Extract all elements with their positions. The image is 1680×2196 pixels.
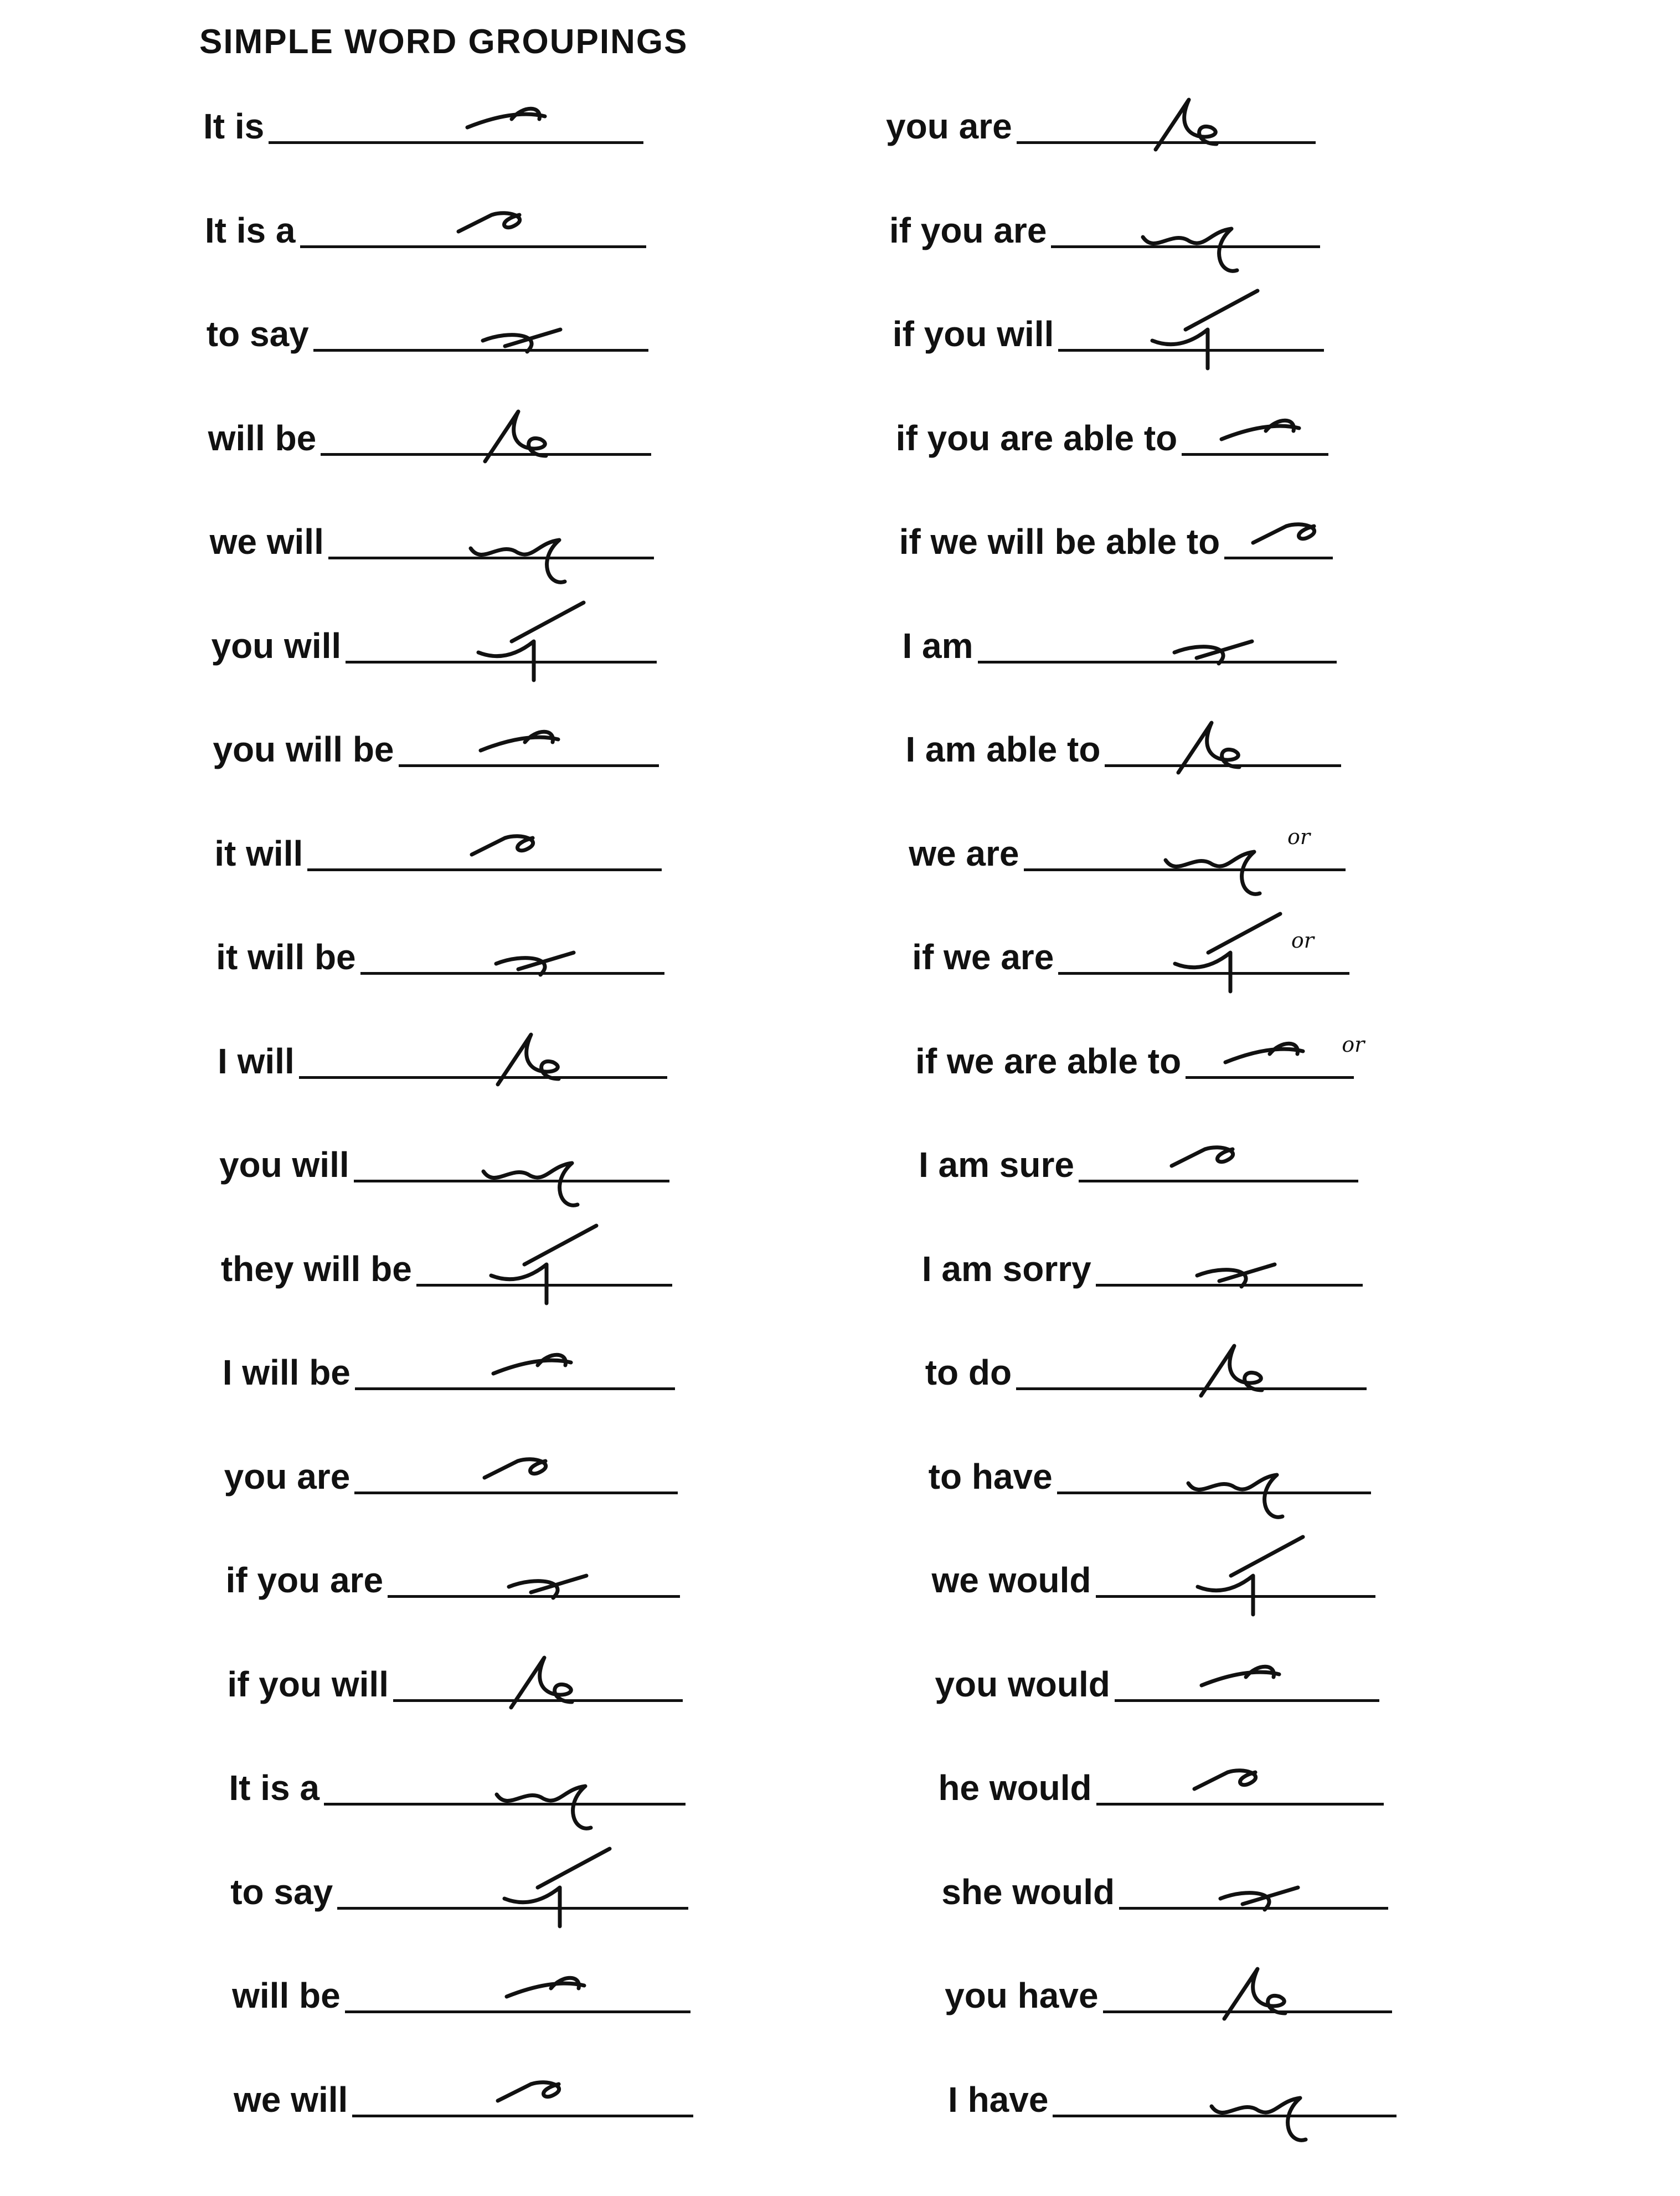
shorthand-glyph (1141, 586, 1341, 680)
worksheet-row (218, 1012, 667, 1079)
shorthand-glyph (1179, 1624, 1379, 1719)
phrase-label: will be (208, 418, 317, 458)
shorthand-glyph (485, 1936, 684, 2030)
shorthand-glyph (456, 586, 656, 680)
alternate-or-note: or (1342, 1032, 1365, 1057)
shorthand-glyph (452, 378, 651, 472)
phrase-label: you would (935, 1664, 1110, 1704)
phrase-label: if you are (225, 1560, 384, 1600)
phrase-label: we will (234, 2079, 348, 2120)
worksheet-row (207, 285, 649, 352)
phrase-label: to have (928, 1456, 1053, 1496)
shorthand-glyph (1149, 794, 1348, 888)
worksheet-row (938, 1739, 1384, 1806)
shorthand-glyph (1242, 482, 1441, 576)
shorthand-glyph (476, 1520, 675, 1614)
shorthand-glyph (487, 2040, 686, 2134)
shorthand-glyph (1168, 1313, 1367, 1407)
worksheet-row (211, 597, 656, 664)
phrase-label: to say (206, 314, 309, 354)
shorthand-glyph (1153, 897, 1352, 991)
phrase-label: you will (211, 625, 342, 666)
shorthand-glyph (450, 274, 649, 368)
worksheet-row (208, 389, 652, 456)
worksheet-row (213, 701, 659, 767)
shorthand-glyph (1145, 690, 1344, 784)
shorthand-glyph (1187, 1832, 1387, 1926)
phrase-label: I am (902, 625, 973, 666)
shorthand-glyph (458, 690, 658, 784)
shorthand-glyph (1191, 1936, 1390, 2030)
shorthand-glyph (471, 1313, 671, 1407)
phrase-label: you will be (213, 729, 394, 769)
worksheet-row (893, 285, 1325, 352)
phrase-label: I am sorry (921, 1248, 1091, 1289)
phrase-label: it will (214, 833, 303, 873)
page-title: SIMPLE WORD GROUPINGS (199, 23, 688, 61)
worksheet-row (234, 2051, 693, 2120)
alternate-or-note: or (1287, 824, 1310, 849)
shorthand-glyph (447, 171, 647, 265)
shorthand-glyph (482, 1832, 682, 1926)
phrase-label: he would (938, 1768, 1092, 1808)
worksheet-row (209, 493, 654, 562)
worksheet-row (886, 78, 1316, 144)
phrase-label: I am able to (905, 729, 1101, 769)
phrase-label: we would (931, 1560, 1091, 1600)
shorthand-glyph (480, 1728, 679, 1822)
shorthand-glyph (1199, 378, 1399, 472)
shorthand-glyph (473, 1417, 673, 1511)
alternate-or-note: or (1291, 928, 1314, 953)
worksheet-row (205, 182, 646, 248)
shorthand-glyph (1195, 2040, 1394, 2134)
phrase-label: to do (925, 1352, 1012, 1392)
phrase-label: if you will (227, 1664, 389, 1704)
shorthand-glyph (1130, 274, 1329, 368)
phrase-label: you are (886, 106, 1012, 146)
shorthand-glyph (467, 1105, 666, 1199)
worksheet-row (216, 908, 664, 975)
worksheet-row (932, 1531, 1375, 1598)
phrase-label: if we are able to (915, 1041, 1182, 1081)
shorthand-glyph (478, 1624, 677, 1719)
phrase-label: It is (203, 106, 265, 146)
phrase-label: you will (219, 1145, 349, 1185)
phrase-label: we are (909, 833, 1019, 873)
worksheet-row (229, 1739, 685, 1806)
phrase-label: she would (941, 1871, 1115, 1912)
shorthand-glyph (465, 1001, 664, 1096)
worksheet-row (223, 1324, 675, 1390)
phrase-label: will be (232, 1976, 341, 2015)
phrase-label: it will be (216, 937, 356, 977)
shorthand-glyph (1183, 1728, 1383, 1822)
shorthand-glyph (1176, 1520, 1375, 1614)
phrase-label: if you are able to (895, 418, 1178, 458)
worksheet-row (935, 1636, 1379, 1702)
phrase-label: if you are (889, 210, 1047, 250)
worksheet-row (226, 1531, 681, 1598)
worksheet-row (889, 182, 1320, 248)
worksheet-row (902, 597, 1337, 664)
worksheet-row (922, 1220, 1363, 1287)
shorthand-glyph (461, 794, 660, 888)
shorthand-glyph (1164, 1209, 1363, 1303)
shorthand-glyph (469, 1209, 668, 1303)
shorthand-glyph (1172, 1417, 1371, 1511)
phrase-label: if we will be able to (899, 522, 1220, 562)
worksheet-row (203, 78, 643, 144)
worksheet-row (230, 1843, 688, 1910)
phrase-label: if we are (912, 937, 1054, 977)
phrase-label: we will (209, 522, 324, 562)
shorthand-glyph (1122, 66, 1322, 161)
worksheet-row (227, 1636, 683, 1702)
phrase-label: I will (218, 1041, 295, 1081)
phrase-label: you have (945, 1976, 1099, 2015)
shorthand-glyph (445, 66, 645, 161)
phrase-label: they will be (220, 1248, 412, 1289)
worksheet-row (925, 1324, 1367, 1390)
worksheet-row (918, 1116, 1358, 1185)
worksheet-row (214, 805, 662, 871)
phrase-label: I am sure (918, 1145, 1074, 1185)
worksheet-row (219, 1116, 669, 1185)
worksheet-row (948, 2051, 1396, 2120)
worksheet-row (915, 1012, 1365, 1081)
phrase-label: I have (948, 2079, 1049, 2120)
phrase-label: you are (224, 1456, 351, 1496)
worksheet-row (896, 389, 1328, 456)
worksheet-row (909, 805, 1346, 871)
shorthand-glyph (463, 897, 662, 991)
worksheet-row (221, 1220, 672, 1287)
phrase-label: I will be (222, 1352, 351, 1392)
shorthand-glyph (1126, 171, 1326, 265)
worksheet-row (232, 1947, 690, 2013)
phrase-label: if you will (892, 314, 1054, 354)
worksheet-row (945, 1947, 1392, 2013)
worksheet-row (224, 1428, 678, 1494)
shorthand-glyph (1161, 1105, 1360, 1199)
shorthand-glyph (1203, 1001, 1403, 1096)
phrase-label: It is a (204, 210, 296, 250)
shorthand-glyph (454, 482, 653, 576)
phrase-label: to say (230, 1871, 333, 1912)
worksheet-row (905, 701, 1341, 767)
worksheet-row (899, 493, 1333, 562)
worksheet-row (929, 1428, 1371, 1494)
phrase-label: It is a (229, 1768, 319, 1808)
worksheet-row (941, 1843, 1388, 1910)
worksheet-row (912, 908, 1349, 975)
